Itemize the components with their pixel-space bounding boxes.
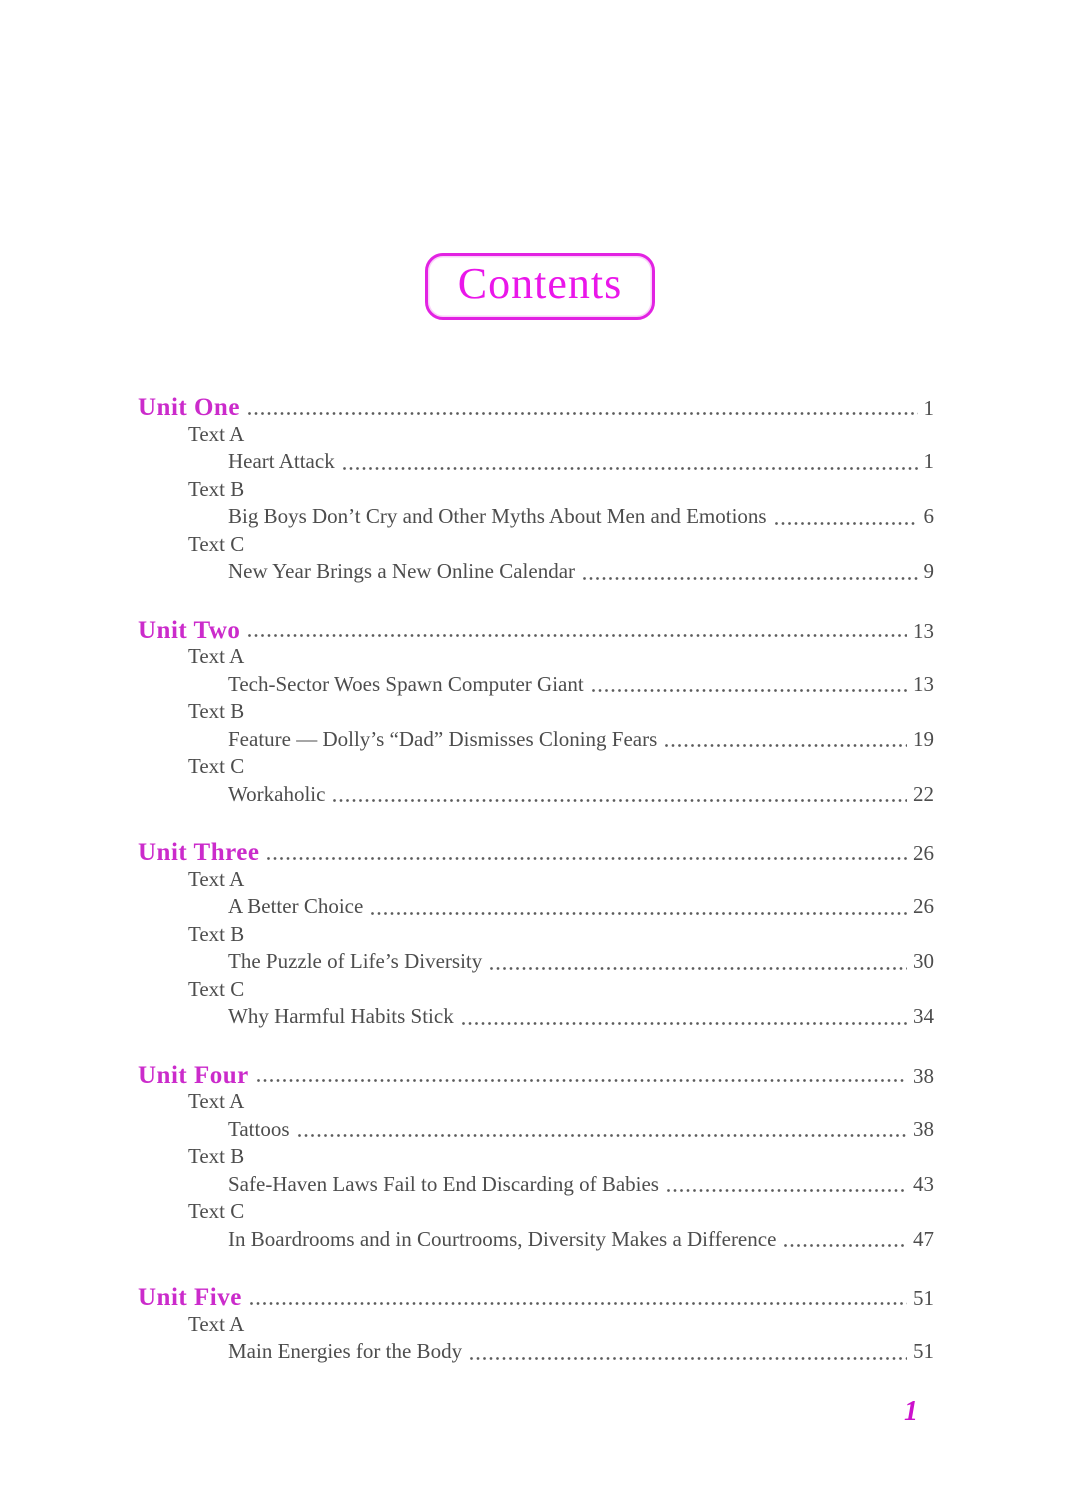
toc-entry-row (138, 1339, 934, 1367)
dotted-leader (250, 1302, 907, 1305)
entry-title: In Boardrooms and in Courtrooms, Diversity Makes a Difference (228, 1226, 777, 1251)
unit-block-five (138, 1284, 934, 1367)
toc-section-label: Text C (188, 1199, 245, 1223)
unit-block-one (138, 394, 934, 587)
entry-title: Main Energies for the Body (228, 1339, 463, 1363)
unit-heading: Unit Three (138, 839, 260, 866)
toc-entry-row (138, 1172, 934, 1200)
toc-entry-row (138, 727, 934, 755)
page-folio-number: 1 (904, 1396, 918, 1427)
entry-title: A Better Choice (228, 894, 364, 918)
entry-page-number: 22 (913, 781, 934, 806)
entry-page-number: 51 (913, 1339, 934, 1363)
toc-section-label: Text A (188, 1311, 245, 1336)
toc-section-label: Text B (188, 476, 245, 501)
toc-entry-row (138, 1227, 934, 1255)
entry-title: Safe-Haven Laws Fail to End Discarding of Babies (228, 1171, 659, 1196)
toc-entry-row (138, 782, 934, 810)
entry-page-number: 43 (913, 1171, 934, 1196)
toc-entry-row (138, 672, 934, 700)
toc-entry-row (138, 1004, 934, 1032)
entry-page-number: 47 (913, 1226, 934, 1251)
entry-title: Feature — Dolly’s “Dad” Dismisses Cloning Fears (228, 726, 658, 751)
toc-section-label: Text C (188, 531, 245, 556)
unit-page-number: 1 (923, 396, 934, 420)
entry-title: Why Harmful Habits Stick (228, 1004, 454, 1028)
dotted-leader (248, 412, 918, 415)
toc-section-label: Text C (188, 976, 245, 1001)
contents-title-wrap (0, 253, 1080, 320)
toc-section-label: Text C (188, 754, 245, 778)
unit-page-number: 26 (913, 841, 934, 865)
dotted-leader (248, 634, 907, 637)
page-title: Contents (457, 259, 623, 308)
toc-section-label: Text B (188, 699, 245, 723)
entry-page-number: 26 (913, 894, 934, 918)
dotted-leader (592, 689, 907, 692)
toc-section-label: Text A (188, 866, 245, 891)
dotted-leader (333, 799, 907, 802)
entry-page-number: 30 (913, 949, 934, 973)
dotted-leader (298, 1134, 907, 1137)
entry-title: Big Boys Don’t Cry and Other Myths About Men and Emotions (228, 504, 767, 528)
entry-page-number: 6 (923, 504, 934, 528)
toc-entry-row (138, 449, 934, 477)
entry-page-number: 34 (913, 1004, 934, 1028)
dotted-leader (665, 744, 907, 747)
toc-section-label: Text A (188, 644, 245, 668)
entry-page-number: 1 (923, 449, 934, 473)
dotted-leader (371, 912, 907, 915)
dotted-leader (583, 577, 917, 580)
toc-entry-row (138, 559, 934, 587)
entry-page-number: 13 (913, 671, 934, 696)
entry-title: The Puzzle of Life’s Diversity (228, 949, 483, 973)
unit-page-number: 38 (913, 1063, 934, 1088)
entry-title: Tech-Sector Woes Spawn Computer Giant (228, 671, 584, 696)
toc-unit-row (138, 1062, 934, 1090)
toc-unit-row (138, 1284, 934, 1312)
entry-page-number: 19 (913, 726, 934, 751)
dotted-leader (267, 857, 907, 860)
entry-title: Workaholic (228, 781, 326, 806)
unit-heading: Unit Two (138, 616, 241, 644)
dotted-leader (462, 1022, 907, 1025)
entry-title: Tattoos (228, 1116, 290, 1141)
dotted-leader (257, 1079, 907, 1082)
toc-entry-row (138, 894, 934, 922)
entry-page-number: 38 (913, 1116, 934, 1141)
unit-heading: Unit One (138, 394, 240, 421)
toc-entry-row (138, 1117, 934, 1145)
unit-page-number: 13 (913, 618, 934, 643)
dotted-leader (775, 522, 918, 525)
unit-heading: Unit Four (138, 1061, 249, 1089)
dotted-leader (470, 1357, 907, 1360)
contents-title-box (425, 253, 655, 320)
table-of-contents (0, 394, 1080, 1367)
toc-entry-row (138, 949, 934, 977)
unit-page-number: 51 (913, 1286, 934, 1310)
toc-section-label: Text A (188, 421, 245, 446)
unit-block-four (138, 1062, 934, 1255)
entry-page-number: 9 (923, 559, 934, 583)
entry-title: Heart Attack (228, 449, 335, 473)
toc-unit-row (138, 394, 934, 422)
unit-heading: Unit Five (138, 1284, 242, 1311)
dotted-leader (490, 967, 907, 970)
toc-entry-row (138, 504, 934, 532)
dotted-leader (784, 1244, 907, 1247)
dotted-leader (667, 1189, 907, 1192)
toc-section-label: Text A (188, 1089, 245, 1113)
entry-title: New Year Brings a New Online Calendar (228, 559, 576, 583)
dotted-leader (343, 467, 918, 470)
toc-section-label: Text B (188, 1144, 245, 1168)
unit-block-two (138, 617, 934, 810)
toc-unit-row (138, 839, 934, 867)
toc-section-label: Text B (188, 921, 245, 946)
toc-unit-row (138, 617, 934, 645)
unit-block-three (138, 839, 934, 1032)
